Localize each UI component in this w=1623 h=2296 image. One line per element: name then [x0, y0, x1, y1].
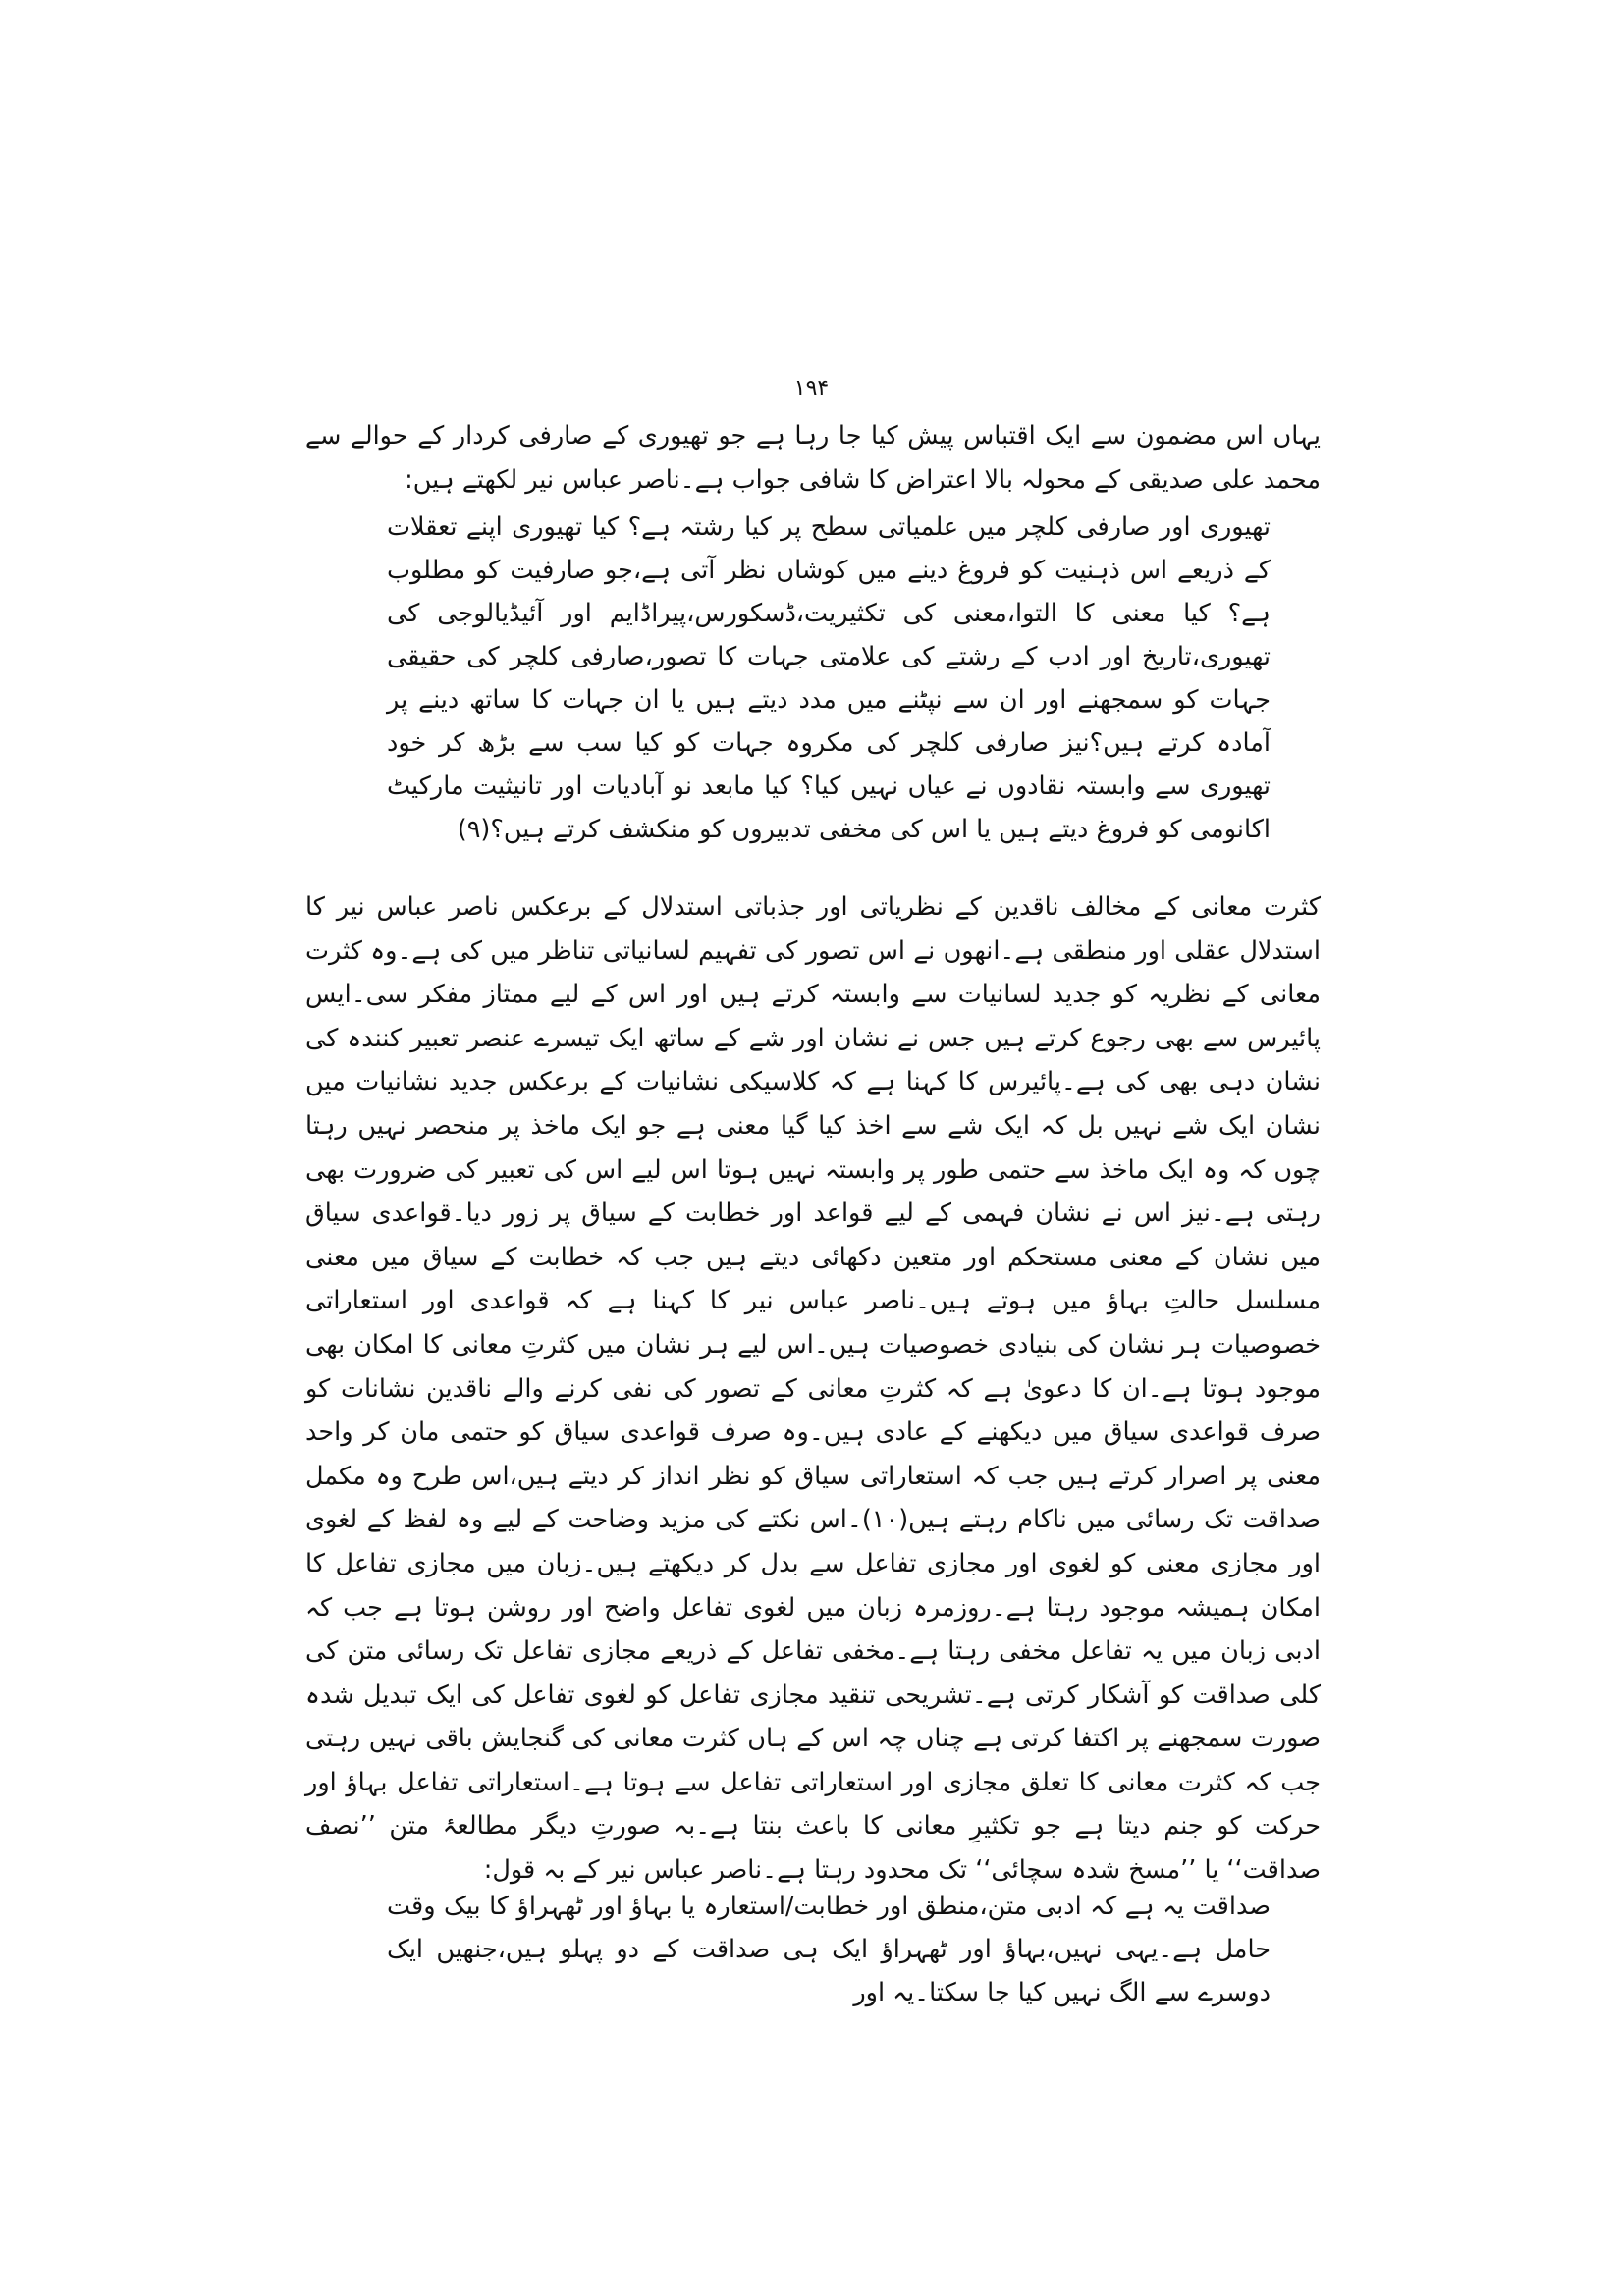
intro-paragraph: یہاں اس مضمون سے ایک اقتباس پیش کیا جا رہا ہے جو تھیوری کے صارفی کردار کے حوالے سے محمد علی صدیقی کے محولہ بالا اعتراض کا شافی جواب ہے۔ناصر عباس نیر لکھتے ہیں: — [305, 421, 1321, 495]
page-number: ۱۹۴ — [793, 376, 830, 400]
body-paragraph: کثرت معانی کے مخالف ناقدین کے نظریاتی اور جذباتی استدلال کے برعکس ناصر عباس نیر کا استدلال عقلی اور منطقی ہے۔انھوں نے اس تصور کی تفہیم لسانیاتی تناظر میں کی ہے۔وہ کثرت معانی کے نظریہ کو جدید لسانیات سے وابستہ کرتے ہیں اور اس کے لیے ممتاز مفکر سی۔ایس پائیرس سے بھی رجوع کرتے ہیں جس نے نشان اور شے کے ساتھ ایک تیسرے عنصر تعبیر کنندہ کی نشان دہی بھی کی ہے۔پائیرس کا کہنا ہے کہ کلاسیکی نشانیات کے برعکس جدید نشانیات میں نشان ایک شے نہیں بل کہ ایک شے سے اخذ کیا گیا معنی ہے جو ایک ماخذ پر منحصر نہیں رہتا چوں کہ وہ ایک ماخذ سے حتمی طور پر وابستہ نہیں ہوتا اس لیے اس کی تعبیر کی ضرورت بھی رہتی ہے۔نیز اس نے نشان فہمی کے لیے قواعد اور خطابت کے سیاق پر زور دیا۔قواعدی سیاق میں نشان کے معنی مستحکم اور متعین دکھائی دیتے ہیں جب کہ خطابت کے سیاق میں معنی مسلسل حالتِ بہاؤ میں ہوتے ہیں۔ناصر عباس نیر کا کہنا ہے کہ قواعدی اور استعاراتی خصوصیات ہر نشان کی بنیادی خصوصیات ہیں۔اس لیے ہر نشان میں کثرتِ معانی کا امکان بھی موجود ہوتا ہے۔ان کا دعویٰ ہے کہ کثرتِ معانی کے تصور کی نفی کرنے والے ناقدین نشانات کو صرف قواعدی سیاق میں دیکھنے کے عادی ہیں۔وہ صرف قواعدی سیاق کو حتمی مان کر واحد معنی پر اصرار کرتے ہیں جب کہ استعاراتی سیاق کو نظر انداز کر دیتے ہیں،اس طرح وہ مکمل صداقت تک رسائی میں ناکام رہتے ہیں(۱۰)۔اس نکتے کی مزید وضاحت کے لیے وہ لفظ کے لغوی اور مجازی معنی کو لغوی اور مجازی تفاعل سے بدل کر دیکھتے ہیں۔زبان میں مجازی تفاعل کا امکان ہمیشہ موجود رہتا ہے۔روزمرہ زبان میں لغوی تفاعل واضح اور روشن ہوتا ہے جب کہ ادبی زبان میں یہ تفاعل مخفی رہتا ہے۔مخفی تفاعل کے ذریعے مجازی تفاعل تک رسائی متن کی کلی صداقت کو آشکار کرتی ہے۔تشریحی تنقید مجازی تفاعل کو لغوی تفاعل کی ایک تبدیل شدہ صورت سمجھنے پر اکتفا کرتی ہے چناں چہ اس کے ہاں کثرت معانی کی گنجایش باقی نہیں رہتی جب کہ کثرت معانی کا تعلق مجازی اور استعاراتی تفاعل سے ہوتا ہے۔استعاراتی تفاعل بہاؤ اور حرکت کو جنم دیتا ہے جو تکثیرِ معانی کا باعث بنتا ہے۔بہ صورتِ دیگر مطالعۂ متن ’’نصف صداقت‘‘ یا ’’مسخ شدہ سچائی‘‘ تک محدود رہتا ہے۔ناصر عباس نیر کے بہ قول: — [305, 892, 1321, 1886]
block-quote: تھیوری اور صارفی کلچر میں علمیاتی سطح پر کیا رشتہ ہے؟ کیا تھیوری اپنے تعقلات کے ذریعے اس ذہنیت کو فروغ دینے میں کوشاں نظر آتی ہے،جو صارفیت کو مطلوب ہے؟ کیا معنی کا التوا،معنی کی تکثیریت،ڈسکورس،پیراڈایم اور آئیڈیالوجی کی تھیوری،تاریخ اور ادب کے رشتے کی علامتی جہات کا تصور،صارفی کلچر کی حقیقی جہات کو سمجھنے اور ان سے نپٹنے میں مدد دیتے ہیں یا ان جہات کا ساتھ دینے پر آمادہ کرتے ہیں؟نیز صارفی کلچر کی مکروہ جہات کو کیا سب سے بڑھ کر خود تھیوری سے وابستہ نقادوں نے عیاں نہیں کیا؟ کیا مابعد نو آبادیات اور تانیثیت مارکیٹ اکانومی کو فروغ دیتے ہیں یا اس کی مخفی تدبیروں کو منکشف کرتے ہیں؟(۹) — [387, 512, 1271, 844]
block-quote: صداقت یہ ہے کہ ادبی متن،منطق اور خطابت/استعارہ یا بہاؤ اور ٹھہراؤ کا بیک وقت حامل ہے۔یہی نہیں،بہاؤ اور ٹھہراؤ ایک ہی صداقت کے دو پہلو ہیں،جنھیں ایک دوسرے سے الگ نہیں کیا جا سکتا۔یہ اور — [387, 1892, 1271, 2007]
